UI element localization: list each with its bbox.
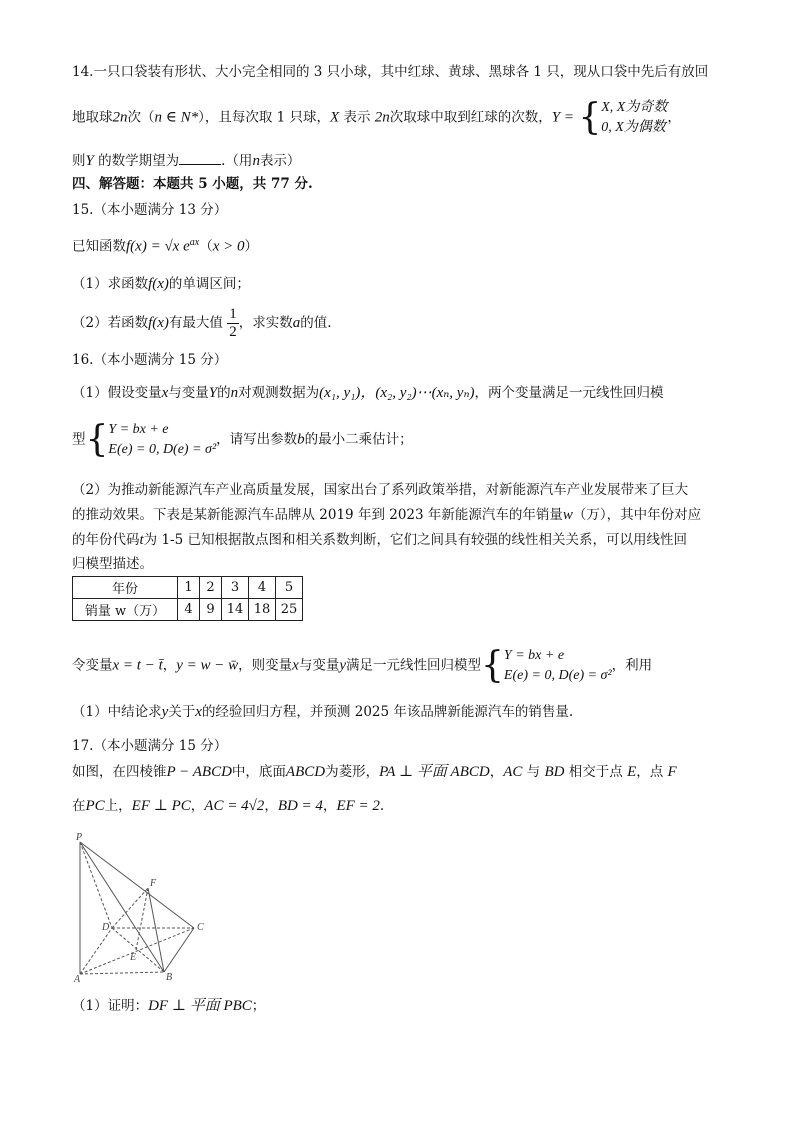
line-EF	[136, 888, 148, 950]
q16-part-2-line-1: （2）为推动新能源汽车产业高质量发展，国家出台了系列政策举措，对新能源汽车产业发展带来了巨大	[72, 482, 689, 498]
edge-AB	[80, 972, 164, 974]
diag-DB	[112, 928, 164, 972]
diag-AC	[80, 928, 194, 974]
q16-part-1-line-1: （1）假设变量x与变量Y的n对观测数据为(x₁, y₁)，(x₂, y₂)⋯(xₙ, yₙ)，两个变量满足一元线性回归模	[72, 385, 664, 401]
table-row: 年份 1 2 3 4 5	[73, 577, 303, 599]
q16-part-2-line-4: 归模型描述。	[72, 556, 153, 572]
q17-part-1: （1）证明：DF ⊥ 平面 PBC；	[72, 998, 266, 1014]
q17-header: 17.（本小题满分 15 分）	[72, 738, 228, 754]
sales-table	[72, 576, 303, 621]
pyramid-figure	[72, 830, 212, 985]
section-heading: 四、解答题：本题共 5 小题，共 77 分.	[72, 176, 313, 192]
q16-header: 16.（本小题满分 15 分）	[72, 352, 228, 368]
q14-line-2: 地取球2n次（n ∈ N*），且每次取 1 只球，X 表示 2n次取球中取到红球的次数，Y = { X, X为奇数 0, X为偶数 ，	[72, 97, 681, 138]
label-F: F	[150, 878, 157, 889]
q17-line-2: 在PC上，EF ⊥ PC，AC = 4√2，BD = 4，EF = 2.	[72, 798, 385, 814]
q16-part-2-line-3: 的年份代码t为 1-5 已知根据散点图和相关系数判断，它们之间具有较强的线性相关关系，可以用线性回	[72, 532, 687, 548]
label-A: A	[74, 974, 81, 985]
q16-substitution: 令变量x = t − t̄，y = w − w̄，则变量x与变量y满足一元线性回归模型{ Y = bx + e E(e) = 0, D(e) = σ² ，利用	[72, 645, 653, 686]
line-DF	[112, 888, 148, 928]
q15-part-2: （2）若函数f(x)有最大值 $\frac{1}{2}$ ，求实数a的值.	[72, 306, 332, 340]
label-B: B	[166, 972, 173, 983]
q17-line-1: 如图，在四棱锥P − ABCD中，底面ABCD为菱形，PA ⊥ 平面 ABCD，AC 与 BD 相交于点 E，点 F	[72, 764, 677, 780]
q14-line-1: 14.一只口袋装有形状、大小完全相同的 3 只小球，其中红球、黄球、黑球各 1 只，现从口袋中先后有放回	[72, 64, 709, 80]
q15-header: 15.（本小题满分 13 分）	[72, 202, 228, 218]
q16-final: （1）中结论求y关于x的经验回归方程，并预测 2025 年该品牌新能源汽车的销售量.	[72, 704, 574, 720]
table-row: 销量 w（万） 4 9 14 18 25	[73, 599, 303, 621]
q15-stem: 已知函数f(x) = √x $e^{ax}(x > 0)$	[72, 237, 258, 255]
label-D: D	[102, 922, 110, 933]
q14-line-3: 则Y 的数学期望为 .（用n表示）	[72, 150, 300, 171]
label-P: P	[76, 832, 83, 843]
q15-part-1: （1）求函数f(x)的单调区间；	[72, 276, 250, 292]
q16-part-1-line-2: 型{ Y = bx + e E(e) = 0, D(e) = σ² ，请写出参数b的最小二乘估计；	[72, 419, 413, 460]
answer-blank	[179, 150, 221, 165]
q16-part-2-line-2: 的推动效果。下表是某新能源汽车品牌从 2019 年到 2023 年新能源汽车的年销量w（万），其中年份对应	[72, 507, 702, 523]
edge-BC	[164, 928, 194, 972]
label-C: C	[197, 922, 204, 933]
edge-PC	[80, 842, 194, 928]
label-E: E	[130, 952, 137, 963]
